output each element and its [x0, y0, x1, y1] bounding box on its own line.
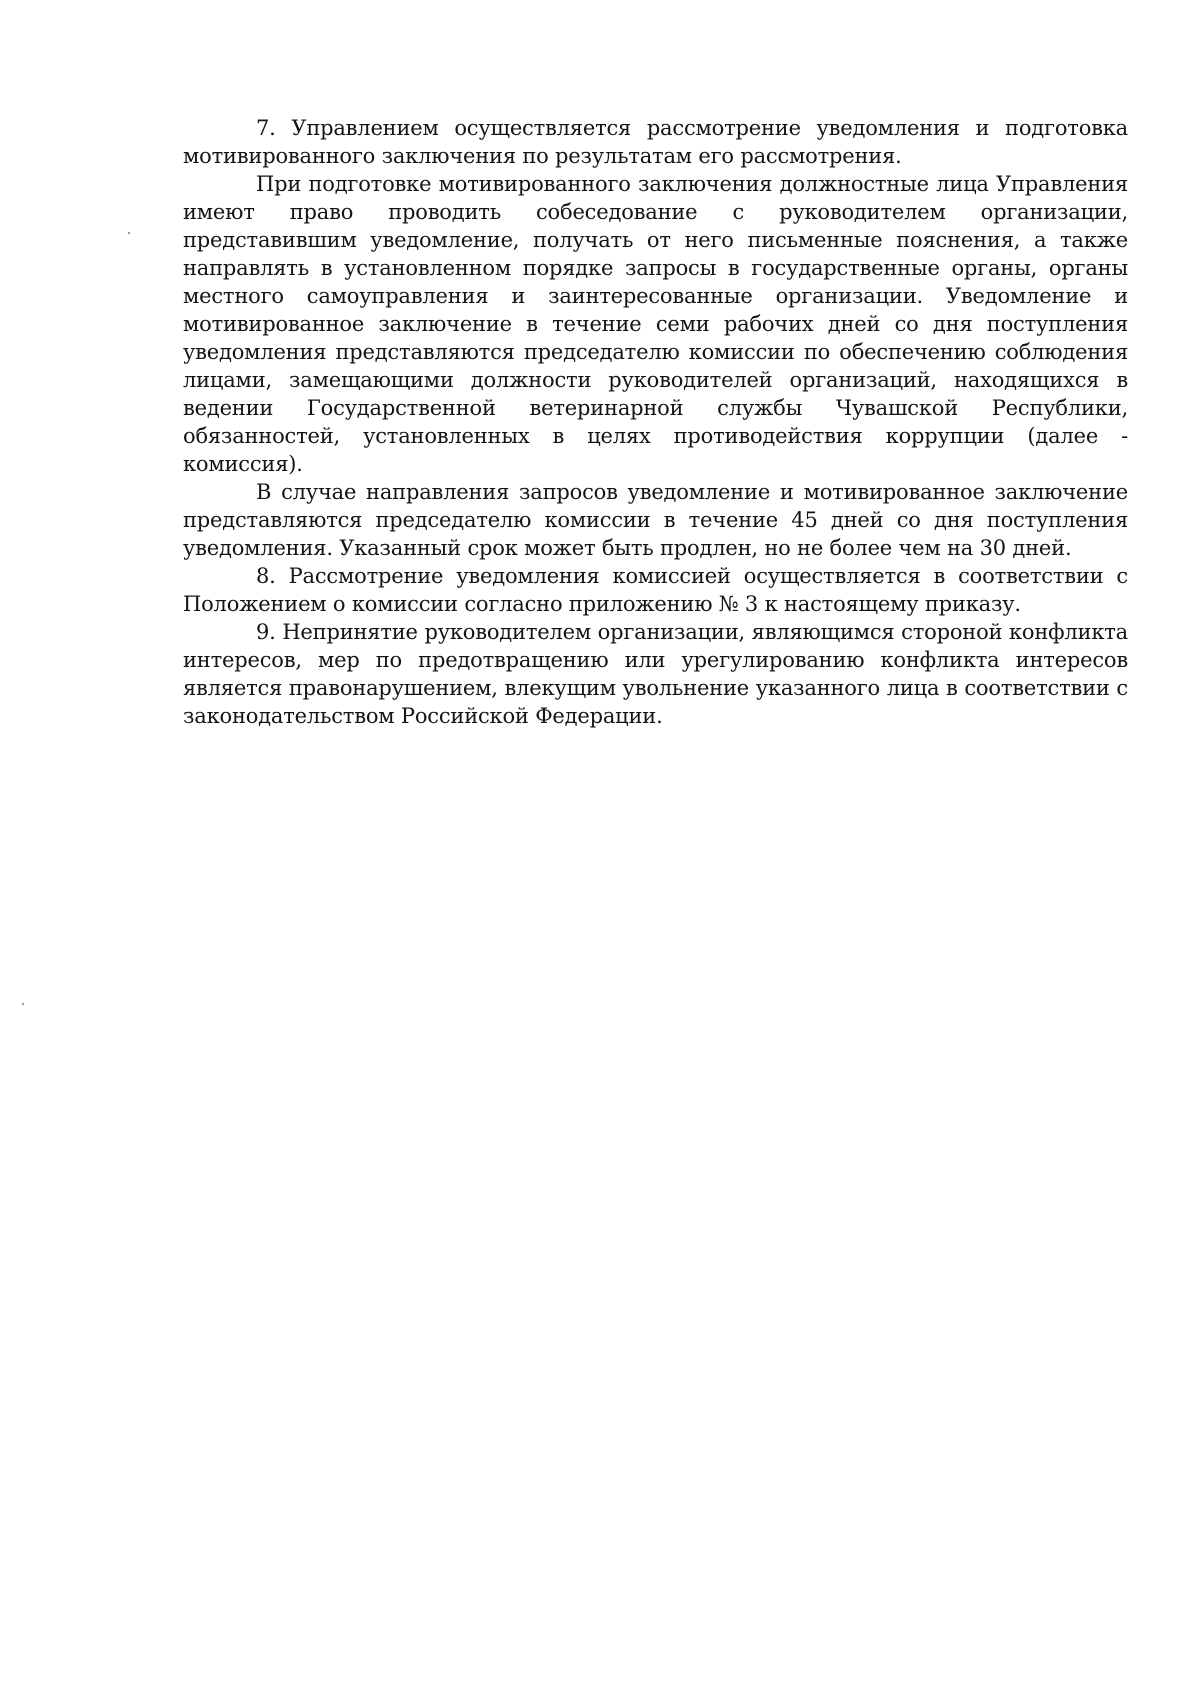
- scan-speck: [128, 232, 130, 234]
- paragraph-item-8: 8. Рассмотрение уведомления комиссией осуществляется в соответствии с Положением о комиссии согласно приложению № 3 к настоящему приказу.: [183, 564, 1128, 616]
- scan-speck: [22, 1003, 24, 1005]
- paragraph-requests: В случае направления запросов уведомление и мотивированное заключение представляются председателю комиссии в течение 45 дней со дня поступления уведомления. Указанный срок может быть продлен, но не более чем на 30 дней.: [183, 480, 1128, 560]
- paragraph-preparation: При подготовке мотивированного заключения должностные лица Управления имеют право проводить собеседование с руководителем организации, представившим уведомление, получать от него письменные пояснения, а также направлять в установленном порядке запросы в государственные органы, органы местного самоуправления и заинтересованные организации. Уведомление и мотивированное заключение в течение семи рабочих дней со дня поступления уведомления представляются председателю комиссии по обеспечению соблюдения лицами, замещающими должности руководителей организаций, находящихся в ведении Государственной ветеринарной службы Чувашской Республики, обязанностей, установленных в целях противодействия коррупции (далее - комиссия).: [183, 172, 1128, 476]
- paragraph-item-7: 7. Управлением осуществляется рассмотрение уведомления и подготовка мотивированного заключения по результатам его рассмотрения.: [183, 116, 1128, 168]
- paragraph-item-9: 9. Непринятие руководителем организации, являющимся стороной конфликта интересов, мер по предотвращению или урегулированию конфликта интересов является правонарушением, влекущим увольнение указанного лица в соответствии с законодательством Российской Федерации.: [183, 620, 1128, 728]
- document-body: [183, 114, 1128, 730]
